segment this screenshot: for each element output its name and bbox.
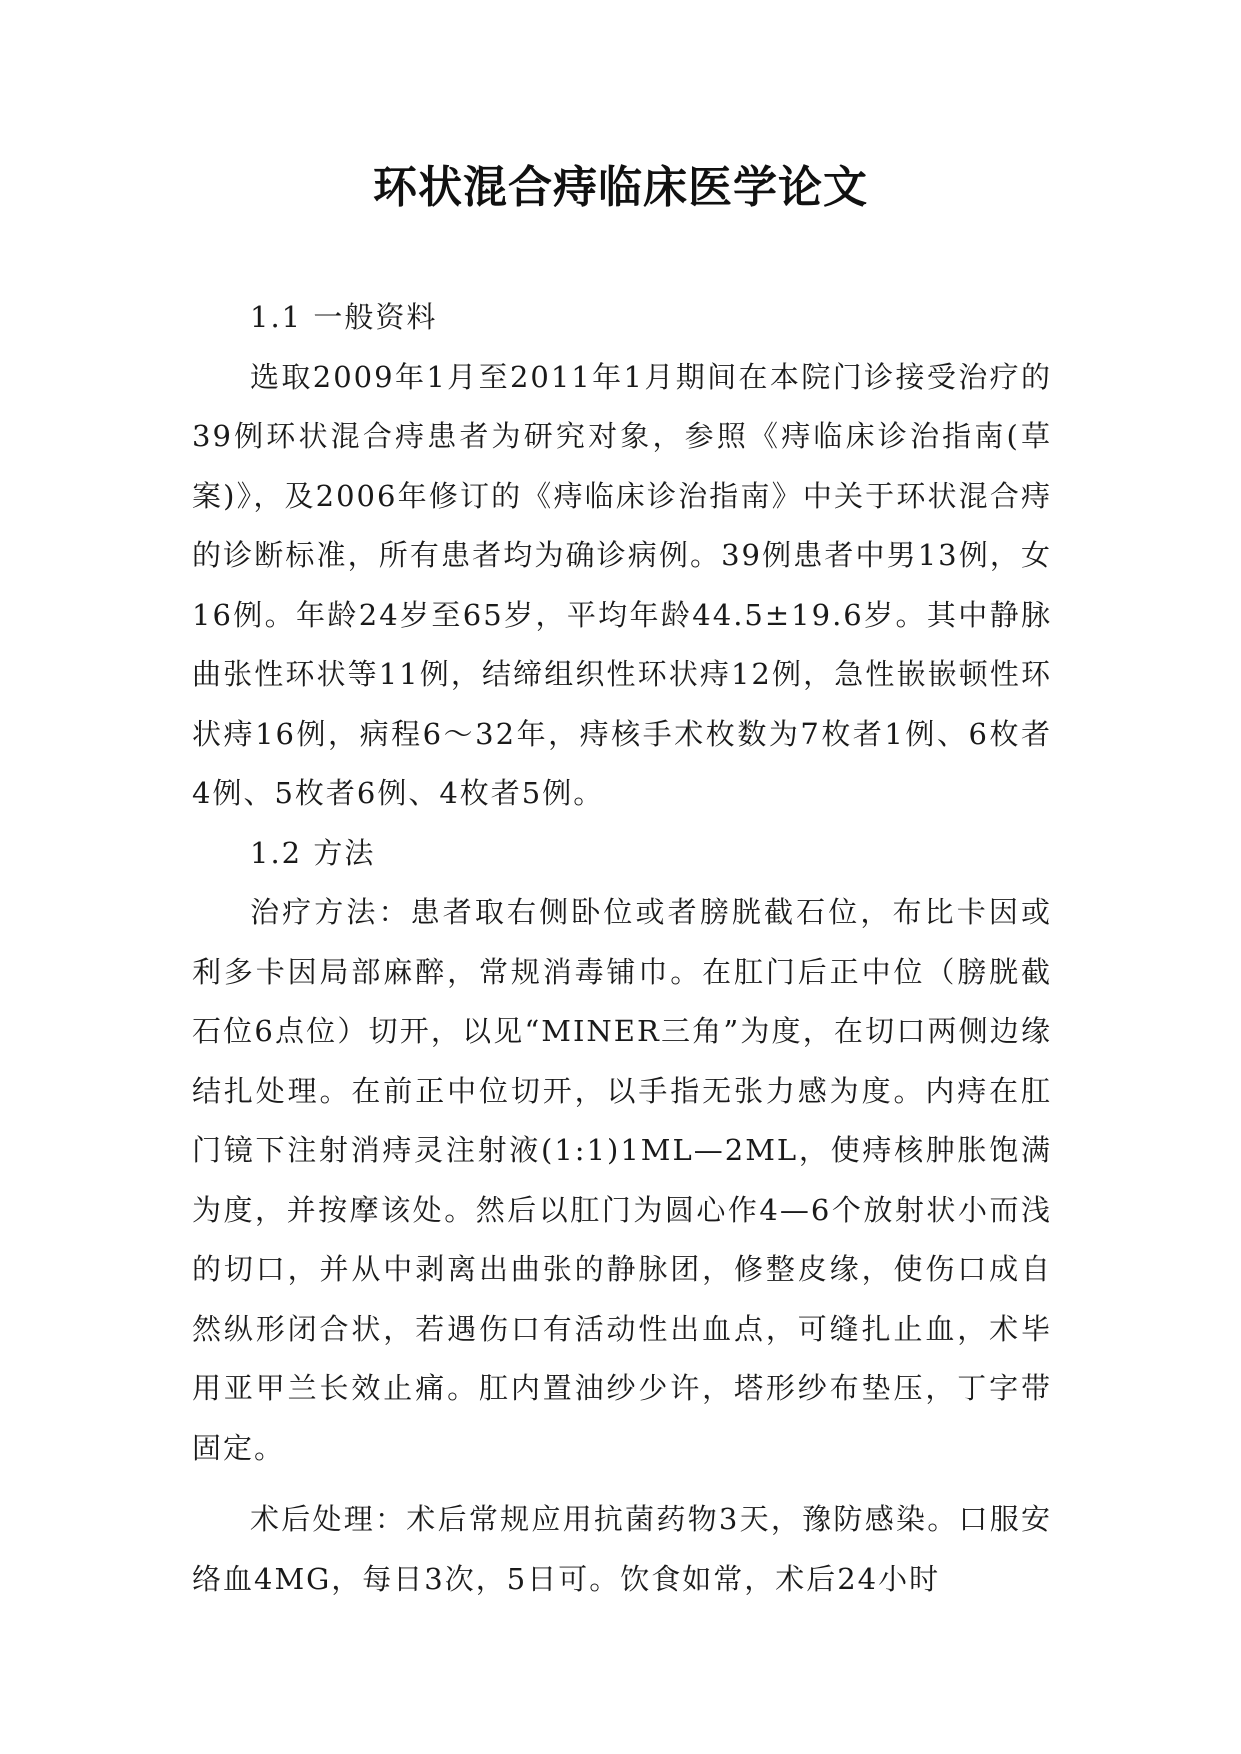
section-heading-general-info: 1.1 一般资料 [250, 300, 438, 334]
paragraph-postop-care: 术后处理：术后常规应用抗菌药物3天，豫防感染。口服安络血4MG，每日3次，5日可。饮食如常，术后24小时 [192, 1502, 1052, 1596]
section-heading-methods: 1.2 方法 [250, 835, 376, 870]
page-title: 环状混合痔临床医学论文 [373, 162, 868, 213]
paragraph-treatment-method: 治疗方法：患者取右侧卧位或者膀胱截石位，布比卡因或利多卡因局部麻醉，常规消毒铺巾。在肛门后正中位（膀胱截石位6点位）切开，以见“MINER三角”为度，在切口两侧边缘结扎处理。在前正中位切开，以手指无张力感为度。内痔在肛门镜下注射消痔灵注射液(1:1)1ML—2ML，使痔核肿胀饱满为度，并按摩该处。然后以肛门为圆心作4—6个放射状小而浅的切口，并从中剥离出曲张的静脉团，修整皮缘，使伤口成自然纵形闭合状，若遇伤口有活动性出血点，可缝扎止血，术毕用亚甲兰长效止痛。肛内置油纱少许，塔形纱布垫压，丁字带固定。 [192, 895, 1052, 1465]
paragraph-general-info: 选取2009年1月至2011年1月期间在本院门诊接受治疗的39例环状混合痔患者为研究对象，参照《痔临床诊治指南(草案)》，及2006年修订的《痔临床诊治指南》中关于环状混合痔的诊断标准，所有患者均为确诊病例。39例患者中男13例，女16例。年龄24岁至65岁，平均年龄44.5±19.6岁。其中静脉曲张性环状等11例，结缔组织性环状痔12例，急性嵌嵌顿性环状痔16例，病程6～32年，痔核手术枚数为7枚者1例、6枚者4例、5枚者6例、4枚者5例。 [192, 359, 1052, 810]
document-body [192, 288, 1052, 1609]
